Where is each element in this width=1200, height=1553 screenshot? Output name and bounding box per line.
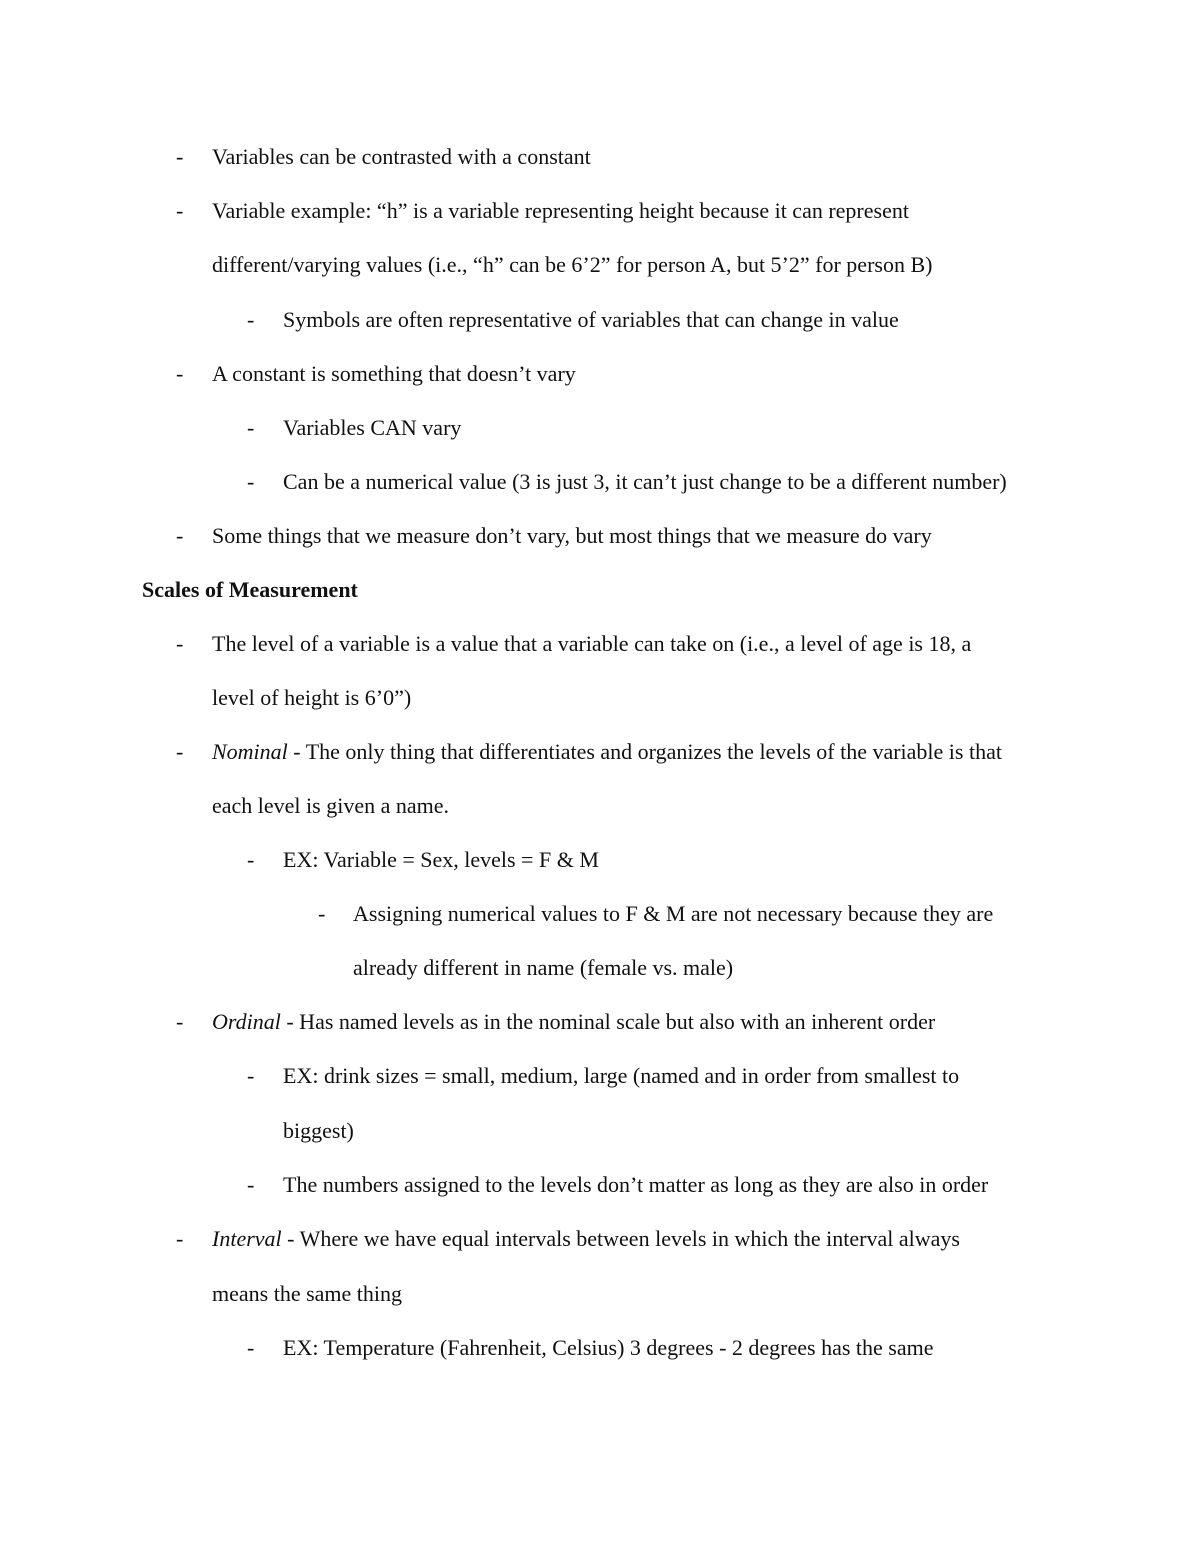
list-item: EX: Variable = Sex, levels = F & M <box>283 847 599 872</box>
bullet-dash: - <box>176 1226 184 1251</box>
list-item: Variables CAN vary <box>283 415 462 440</box>
bullet-dash: - <box>247 1172 255 1197</box>
list-item-continuation: means the same thing <box>212 1281 403 1306</box>
list-item-continuation: each level is given a name. <box>212 793 450 818</box>
list-item: Can be a numerical value (3 is just 3, it can’t just change to be a different number) <box>283 469 1007 494</box>
list-item: EX: Temperature (Fahrenheit, Celsius) 3 degrees - 2 degrees has the same <box>283 1335 934 1360</box>
list-item: Variable example: “h” is a variable representing height because it can represent <box>212 198 909 223</box>
bullet-dash: - <box>247 1063 255 1088</box>
interval-definition: - Where we have equal intervals between levels in which the interval always <box>281 1226 960 1251</box>
list-item-ordinal <box>212 1008 935 1036</box>
list-item: The numbers assigned to the levels don’t matter as long as they are also in order <box>283 1172 989 1197</box>
bullet-dash: - <box>247 847 255 872</box>
list-item: Symbols are often representative of variables that can change in value <box>283 307 899 332</box>
list-item: A constant is something that doesn’t vary <box>212 361 576 386</box>
bullet-dash: - <box>247 307 255 332</box>
section-heading: Scales of Measurement <box>142 577 358 602</box>
list-item: EX: drink sizes = small, medium, large (named and in order from smallest to <box>283 1063 960 1088</box>
list-item: Some things that we measure don’t vary, but most things that we measure do vary <box>212 523 932 548</box>
list-item-continuation: different/varying values (i.e., “h” can be 6’2” for person A, but 5’2” for person B) <box>212 252 933 277</box>
list-item: Variables can be contrasted with a constant <box>212 144 591 169</box>
bullet-dash: - <box>176 631 184 656</box>
term-ordinal: Ordinal <box>212 1009 281 1034</box>
list-item-continuation: biggest) <box>283 1118 354 1143</box>
nominal-definition: - The only thing that differentiates and organizes the levels of the variable is that <box>287 739 1002 764</box>
bullet-dash: - <box>176 144 184 169</box>
list-item-continuation: level of height is 6’0”) <box>212 685 412 710</box>
bullet-dash: - <box>176 739 184 764</box>
term-interval: Interval <box>212 1226 282 1251</box>
bullet-dash: - <box>176 1009 184 1034</box>
list-item: The level of a variable is a value that a variable can take on (i.e., a level of age is 18, a <box>212 631 972 656</box>
list-item-interval <box>212 1225 960 1253</box>
bullet-dash: - <box>176 198 184 223</box>
bullet-dash: - <box>318 901 326 926</box>
list-item: Assigning numerical values to F & M are not necessary because they are <box>353 901 994 926</box>
bullet-dash: - <box>247 415 255 440</box>
list-item-nominal <box>212 738 1002 766</box>
ordinal-definition: - Has named levels as in the nominal scale but also with an inherent order <box>280 1009 936 1034</box>
bullet-dash: - <box>247 469 255 494</box>
bullet-dash: - <box>176 523 184 548</box>
term-nominal: Nominal <box>212 739 288 764</box>
bullet-dash: - <box>247 1335 255 1360</box>
list-item-continuation: already different in name (female vs. male) <box>353 955 734 980</box>
bullet-dash: - <box>176 361 184 386</box>
